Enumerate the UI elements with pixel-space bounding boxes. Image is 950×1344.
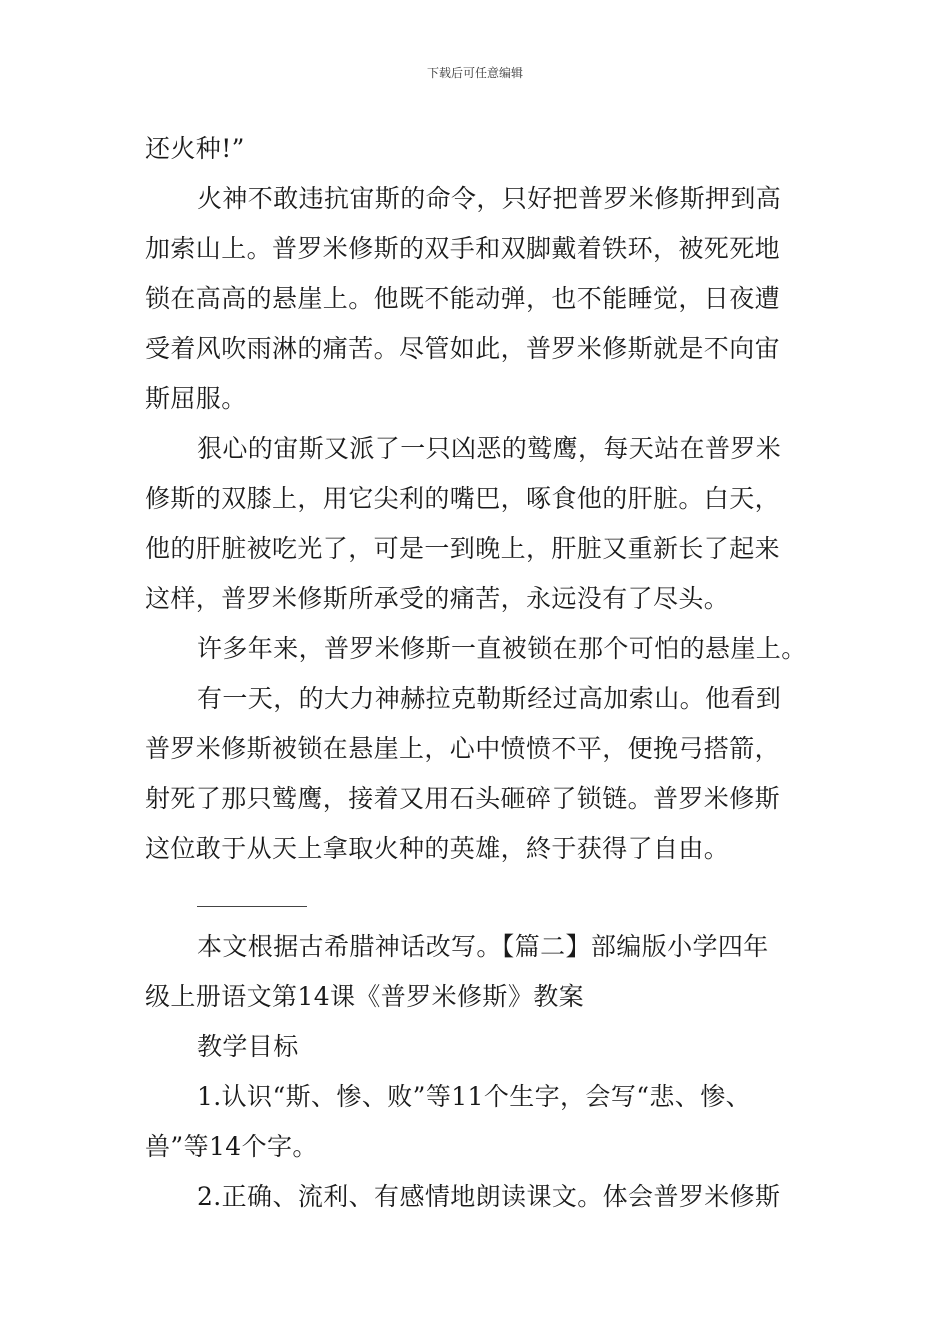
section-heading: 教学目标	[197, 1032, 299, 1061]
text-line-7: 狠心的宙斯又派了一只凶恶的鹫鹰，每天站在普罗米	[197, 434, 782, 463]
text-line-1: 还火种!”	[145, 134, 245, 163]
text-line-11: 许多年来，普罗米修斯一直被锁在那个可怕的悬崖上。	[197, 634, 807, 663]
text-line-10: 这样，普罗米修斯所承受的痛苦，永远没有了尽头。	[145, 584, 730, 613]
text-line-6: 斯屈服。	[145, 384, 247, 413]
text-line-2: 火神不敢违抗宙斯的命令，只好把普罗米修斯押到高	[197, 184, 782, 213]
text-line-19: 1.认识“斯、惨、败”等11个生字，会写“悲、惨、	[197, 1082, 752, 1111]
text-line-9: 他的肝脏被吃光了，可是一到晚上，肝脏又重新长了起来	[145, 534, 781, 563]
text-line-14: 射死了那只鹫鹰，接着又用石头砸碎了锁链。普罗米修斯	[145, 784, 781, 813]
text-line-5: 受着风吹雨淋的痛苦。尽管如此，普罗米修斯就是不向宙	[145, 334, 781, 363]
text-line-4: 锁在高高的悬崖上。他既不能动弹，也不能睡觉，日夜遭	[145, 284, 781, 313]
text-line-13: 普罗米修斯被锁在悬崖上，心中愤愤不平，便挽弓搭箭，	[145, 734, 781, 763]
text-line-21: 2.正确、流利、有感情地朗读课文。体会普罗米修斯	[197, 1182, 781, 1211]
footnote-rule	[197, 906, 307, 907]
text-line-15: 这位敢于从天上拿取火种的英雄，終于获得了自由。	[145, 834, 730, 863]
text-line-8: 修斯的双膝上，用它尖利的嘴巴，啄食他的肝脏。白天，	[145, 484, 781, 513]
page-header: 下载后可任意编辑	[426, 66, 523, 80]
text-line-12: 有一天，的大力神赫拉克勒斯经过高加索山。他看到	[197, 684, 782, 713]
text-line-16: 本文根据古希腊神话改写。【篇二】部编版小学四年	[197, 932, 769, 961]
text-line-17: 级上册语文第14课《普罗米修斯》教案	[145, 982, 585, 1011]
text-line-3: 加索山上。普罗米修斯的双手和双脚戴着铁环，被死死地	[145, 234, 781, 263]
text-line-20: 兽”等14个字。	[145, 1132, 318, 1161]
